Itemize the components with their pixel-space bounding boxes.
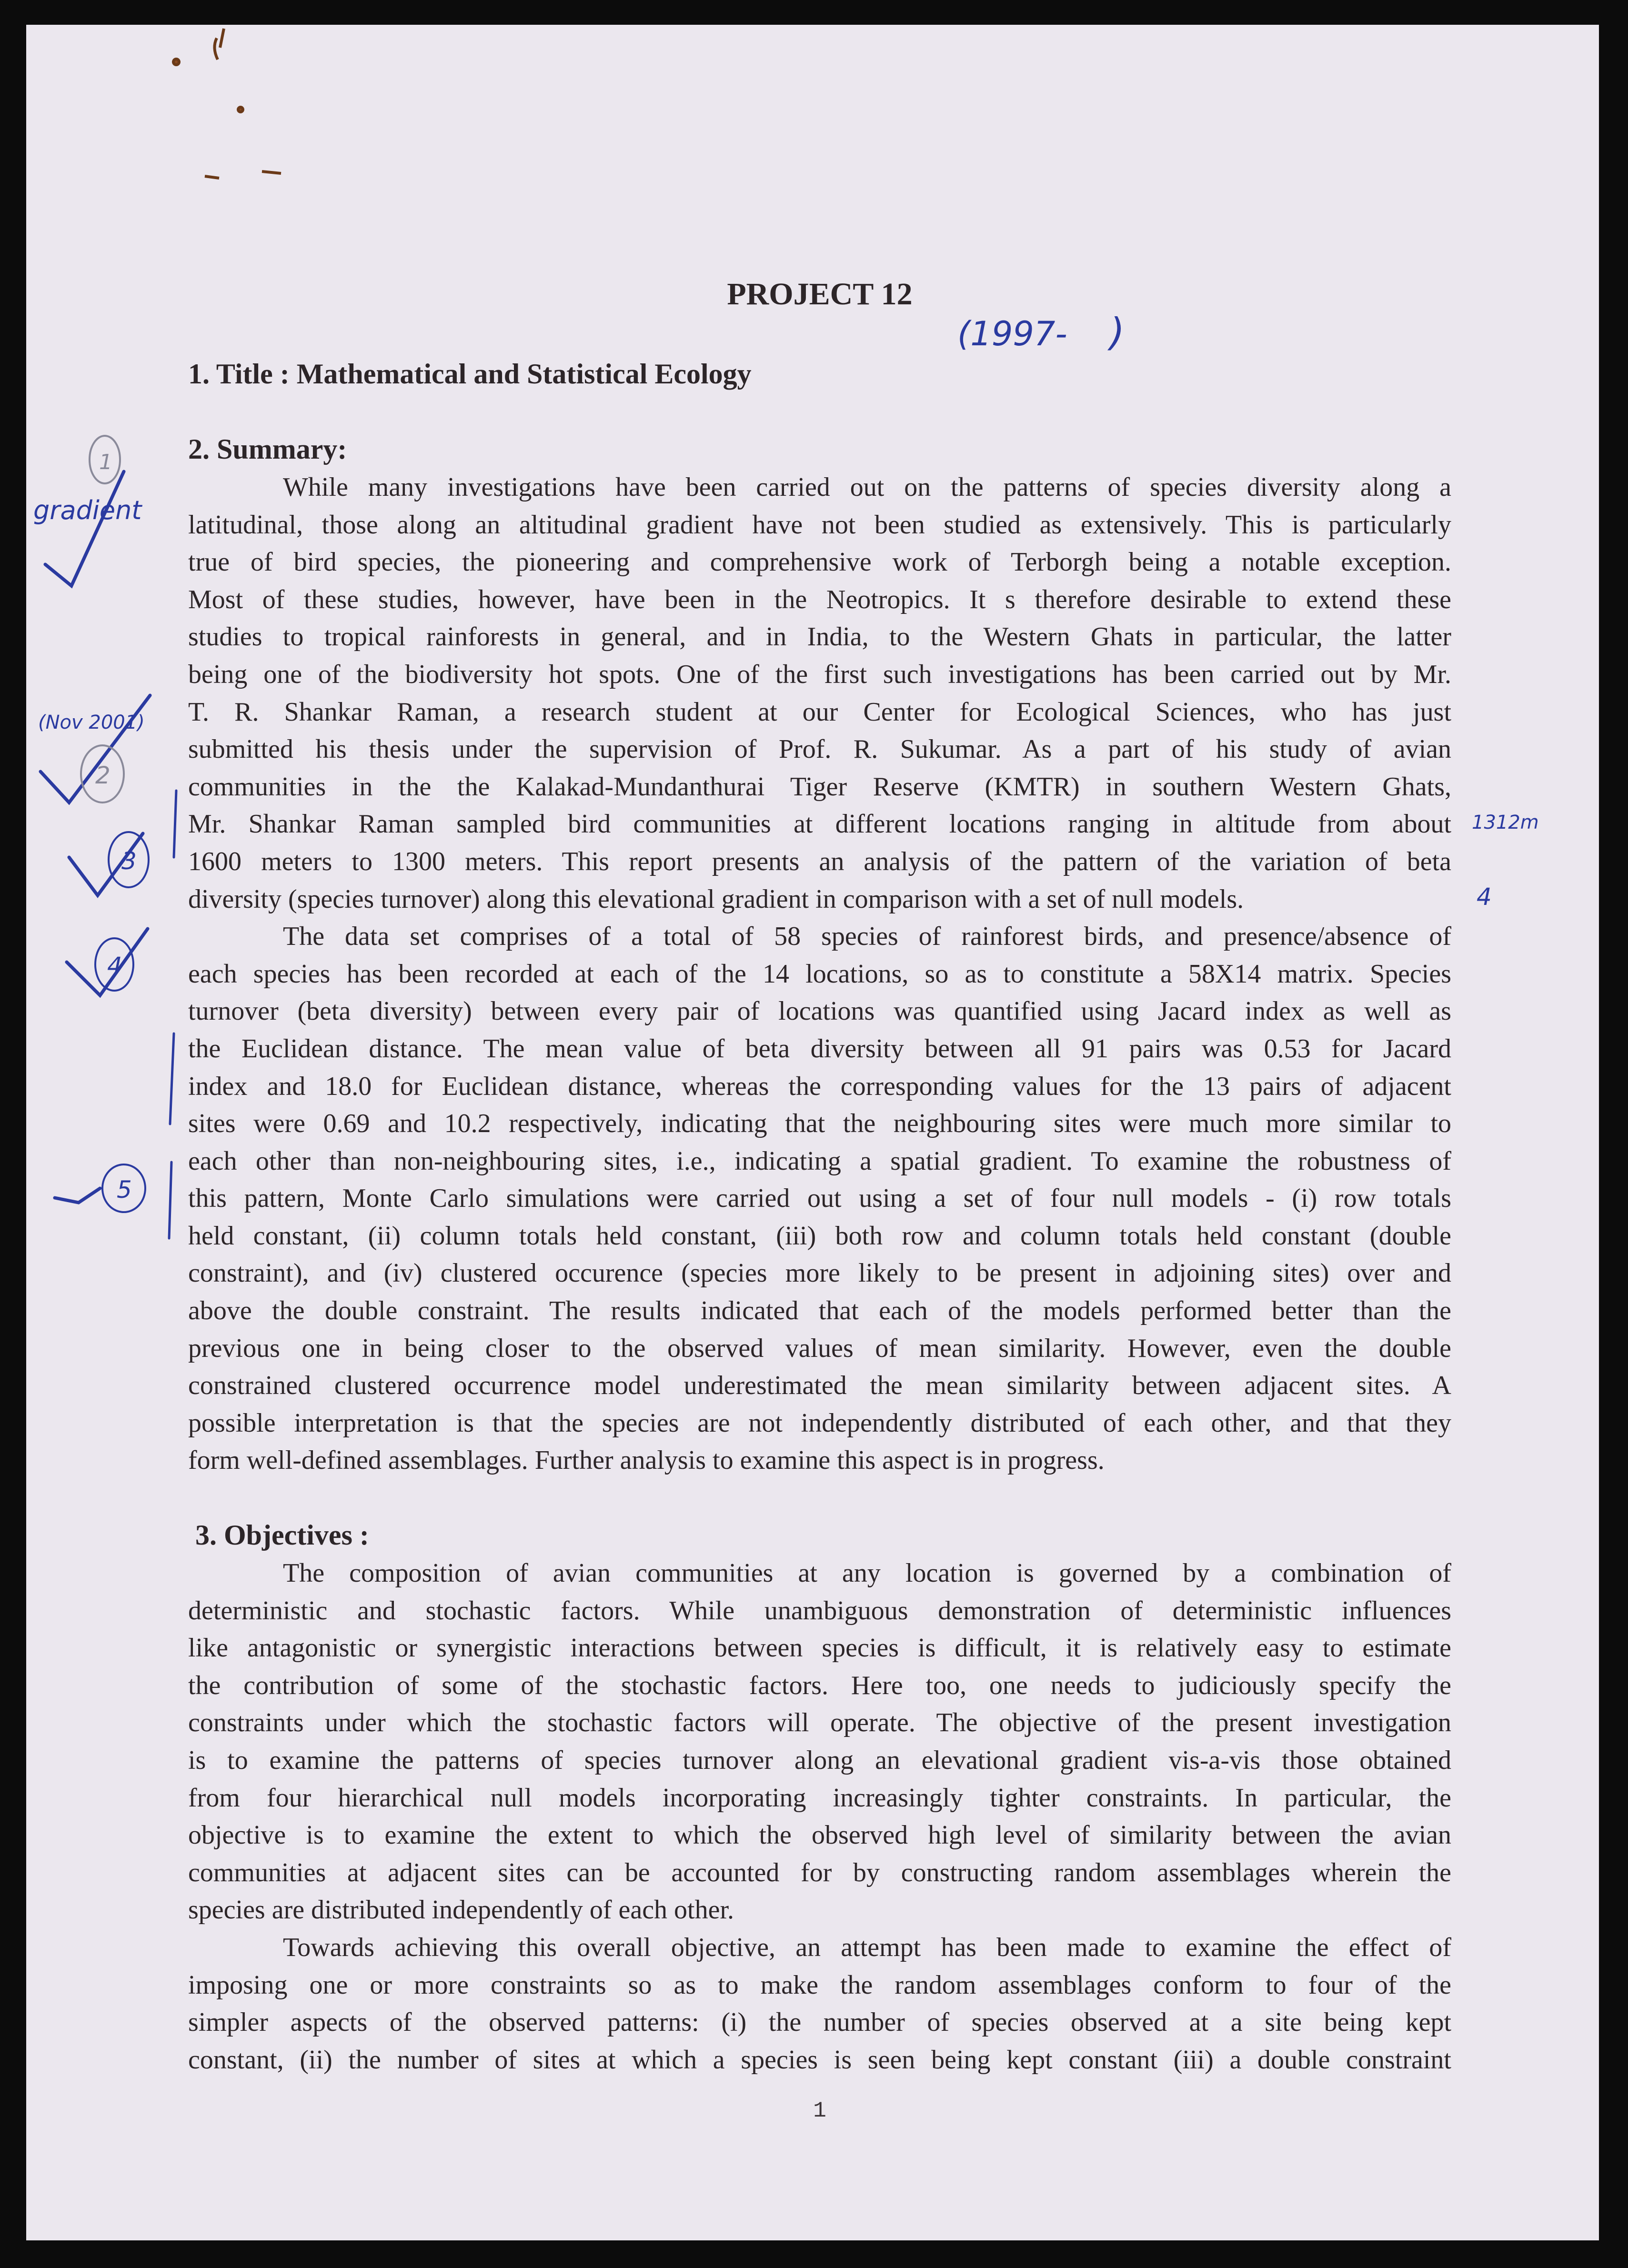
text-line: The data set comprises of a total of 58 species of rainforest birds, and presence/absence of [283, 922, 1451, 952]
text-line: species are distributed independently of each other. [188, 1895, 734, 1925]
text-line: this pattern, Monte Carlo simulations were carried out using a set of four null models - (i) row totals [188, 1184, 1451, 1214]
circled-number-2: 2 [95, 762, 111, 789]
handwritten-thesis-date: (Nov 2001) [38, 712, 145, 733]
handwritten-null-note: 4 [1477, 883, 1492, 911]
text-line: possible interpretation is that the species are not independently distributed of each other, and that they [188, 1408, 1451, 1438]
text-line: studies to tropical rainforests in general, and in India, to the Western Ghats in particular, the latter [188, 622, 1451, 652]
objectives-heading: 3. Objectives : [195, 1519, 369, 1551]
text-line: sites were 0.69 and 10.2 respectively, indicating that the neighbouring sites were much more similar to [188, 1109, 1451, 1139]
circled-number-5: 5 [117, 1176, 132, 1204]
text-line: being one of the biodiversity hot spots. One of the first such investigations has been carried out by Mr. [188, 659, 1451, 689]
document-content [188, 276, 1451, 2124]
text-line: constraints under which the stochastic factors will operate. The objective of the present investigation [188, 1708, 1451, 1738]
text-line: true of bird species, the pioneering and comprehensive work of Terborgh being a notable exception. [188, 547, 1451, 577]
text-line: the Euclidean distance. The mean value of beta diversity between all 91 pairs was 0.53 for Jacard [188, 1034, 1451, 1064]
text-line: from four hierarchical null models incorporating increasingly tighter constraints. In particular, the [188, 1783, 1451, 1813]
text-line: constant, (ii) the number of sites at which a species is seen being kept constant (iii) a double constraint [188, 2045, 1451, 2075]
text-line: is to examine the patterns of species turnover along an elevational gradient vis-a-vis those obtained [188, 1746, 1451, 1775]
page-number: 1 [813, 2098, 826, 2124]
summary-heading: 2. Summary: [188, 433, 347, 465]
text-line: above the double constraint. The results indicated that each of the models performed better than the [188, 1296, 1451, 1326]
text-line: communities in the the Kalakad-Mundanthurai Tiger Reserve (KMTR) in southern Western Ghats, [188, 772, 1451, 802]
handwritten-margin-word: gradient [33, 495, 142, 525]
text-line: imposing one or more constraints so as to make the random assemblages conform to four of the [188, 1970, 1451, 2000]
text-line: previous one in being closer to the observed values of mean similarity. However, even the double [188, 1333, 1451, 1363]
handwritten-year-close: ) [1110, 310, 1125, 354]
section-title-heading: 1. Title : Mathematical and Statistical Ecology [188, 358, 752, 390]
text-line: Towards achieving this overall objective, an attempt has been made to examine the effect of [283, 1932, 1451, 1962]
text-line: diversity (species turnover) along this elevational gradient in comparison with a set of null models. [188, 884, 1244, 914]
text-line: each species has been recorded at each of the 14 locations, so as to constitute a 58X14 matrix. Species [188, 959, 1451, 989]
text-line: While many investigations have been carried out on the patterns of species diversity along a [283, 472, 1451, 502]
text-line: objective is to examine the extent to which the observed high level of similarity between the avian [188, 1820, 1451, 1850]
text-line: The composition of avian communities at any location is governed by a combination of [283, 1558, 1451, 1588]
text-line: deterministic and stochastic factors. While unambiguous demonstration of deterministic influences [188, 1596, 1451, 1626]
text-line: constraint), and (iv) clustered occurence (species more likely to be present in adjoining sites) over and [188, 1258, 1451, 1288]
text-line: 1600 meters to 1300 meters. This report presents an analysis of the pattern of the variation of beta [188, 846, 1451, 876]
circled-number-1: 1 [99, 450, 112, 474]
text-line: like antagonistic or synergistic interactions between species is difficult, it is relatively easy to estimate [188, 1633, 1451, 1663]
text-line: constrained clustered occurrence model underestimated the mean similarity between adjacent sites. A [188, 1371, 1451, 1401]
text-line: turnover (beta diversity) between every pair of locations was quantified using Jacard index as well as [188, 996, 1451, 1026]
handwritten-year: (1997- [957, 314, 1067, 353]
text-line: simpler aspects of the observed patterns: (i) the number of species observed at a site being kept [188, 2007, 1451, 2037]
handwritten-altitude-note: 1312m [1472, 812, 1539, 833]
text-line: each other than non-neighbouring sites, i.e., indicating a spatial gradient. To examine the robustness of [188, 1146, 1451, 1176]
text-line: communities at adjacent sites can be accounted for by constructing random assemblages wherein the [188, 1857, 1451, 1887]
text-line: latitudinal, those along an altitudinal gradient have not been studied as extensively. This is particularly [188, 510, 1451, 540]
text-line: held constant, (ii) column totals held constant, (iii) both row and column totals held constant (double [188, 1221, 1451, 1251]
text-line: Most of these studies, however, have been in the Neotropics. It s therefore desirable to extend these [188, 584, 1451, 614]
text-line: form well-defined assemblages. Further analysis to examine this aspect is in progress. [188, 1445, 1105, 1475]
text-line: index and 18.0 for Euclidean distance, whereas the corresponding values for the 13 pairs of adjacent [188, 1071, 1451, 1101]
text-line: submitted his thesis under the supervision of Prof. R. Sukumar. As a part of his study of avian [188, 734, 1451, 764]
circled-number-4: 4 [107, 952, 122, 980]
text-line: Mr. Shankar Raman sampled bird communities at different locations ranging in altitude from about [188, 809, 1451, 839]
text-line: T. R. Shankar Raman, a research student at our Center for Ecological Sciences, who has just [188, 697, 1451, 727]
project-title: PROJECT 12 [727, 277, 913, 311]
objectives-body [188, 1555, 1451, 2078]
text-line: the contribution of some of the stochastic factors. Here too, one needs to judiciously specify the [188, 1670, 1451, 1700]
summary-body [188, 469, 1451, 1479]
circled-number-3: 3 [121, 847, 137, 875]
